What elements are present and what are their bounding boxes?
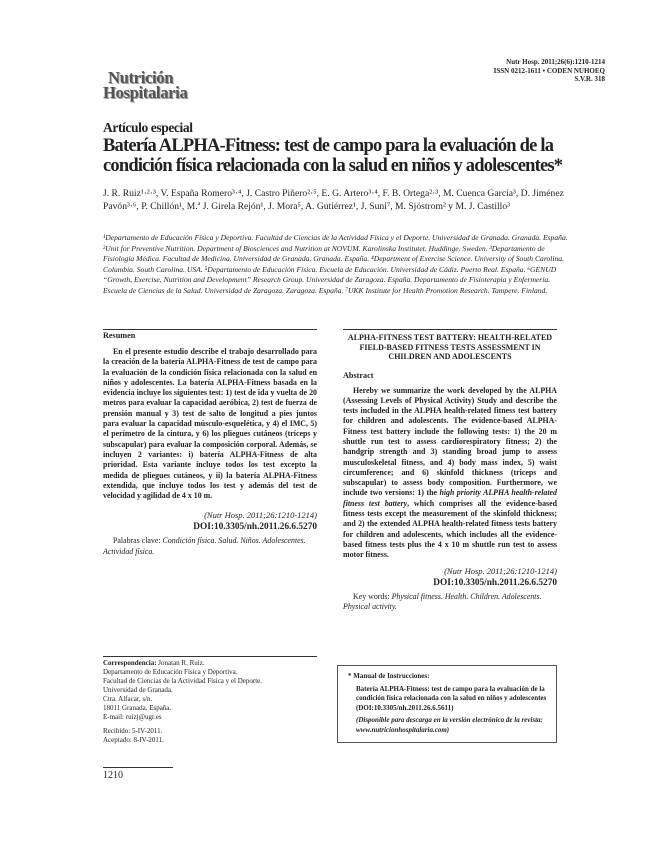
- manual-content: [348, 672, 548, 735]
- journal-issn: ISSN 0212-1611 • CODEN NUHOEQ: [493, 66, 605, 75]
- article-title: Batería ALPHA-Fitness: test de campo para la evaluación de la condición física relacionada con la salud en niños y adolescentes*: [103, 136, 563, 176]
- accepted-date: Aceptado: 8-IV-2011.: [103, 736, 164, 744]
- correspondence-header: [103, 659, 317, 668]
- resumen-keywords: [103, 536, 317, 557]
- resumen-keywords-label: Palabras clave:: [113, 536, 161, 546]
- author-list: J. R. Ruiz¹·²·³, V. España Romero³·⁴, J. Castro Piñero²·⁵, E. G. Artero³·⁴, F. B. Ortega²·³, M. Cuenca García³, D. Jiménez Pavón³·⁶, P. Chillón¹, M.ª J. Girela Rejón¹, J. Mora⁵, A. Gutiérrez¹, J. Suni⁷, M. Sjöstrom² y M. J. Castillo³: [103, 188, 564, 212]
- abstract-divider: [343, 329, 557, 330]
- resumen-doi: DOI:10.3305/nh.2011.26.6.5270: [193, 522, 317, 533]
- abstract-keywords-text: Physical fitness. Health. Children. Adolescents. Physical activity.: [343, 591, 542, 611]
- logo-line1: Nutrición: [108, 68, 174, 87]
- manual-heading: * Manual de Instrucciones:: [348, 672, 430, 680]
- resumen-heading: Resumen: [103, 331, 136, 340]
- resumen-section: [103, 331, 317, 557]
- affiliations: ¹Departamento de Educación Física y Deportiva. Facultad de Ciencias de la Actividad Física y el Deporte. Universidad de Granada. Granada. España. ²Unit for Preventive Nutrition. Department of Biosciences and Nutrition at NOVUM. Karolinska Institutet. Huddinge. Sweden. ³Departamento de Fisiología Médica. Facultad de Medicina. Universidad de Granada. Granada. España. ⁴Department of Exercise Science. University of South Carolina. Columbia. South Carolina. USA. ⁵Departamento de Educación Física. Escuela de Educación. Universidad de Cádiz. Puerto Real. España. ⁶GENUD “Growth, Exercise, Nutrition and Development” Research Group. Universidad de Zaragoza. España. Departamento de Fisioterapia y Enfermería. Escuela de Ciencias de la Salud. Universidad de Zaragoza. Zaragoza. España. ⁷UKK Institute for Health Promotion Research. Tampere. Finland.: [103, 233, 568, 295]
- abstract-doi: DOI:10.3305/nh.2011.26.6.5270: [433, 577, 557, 588]
- manual-note: (Disponible para descarga en la versión electrónica de la revista: www.nutricionhospitalaria.com): [356, 716, 543, 734]
- abstract-emphasis: high priority ALPHA health-related fitness test battery: [343, 488, 557, 508]
- correspondence-line: Universidad de Granada.: [103, 686, 173, 694]
- journal-reference: [445, 58, 605, 84]
- abstract-body: [343, 386, 557, 561]
- correspondence-line: Facultad de Ciencias de la Actividad Física y el Deporte.: [103, 677, 263, 685]
- received-date: Recibido: 5-IV-2011.: [103, 727, 163, 735]
- manual-box: [337, 665, 557, 743]
- correspondence-divider: [103, 656, 317, 657]
- resumen-cite: (Nutr Hosp. 2011;26:1210-1214): [204, 510, 317, 521]
- abstract-body-part1: Hereby we summarize the work developed by the ALPHA (Assessing Levels of Physical Activity) Study and describe the tests included in the ALPHA health-related fitness test battery for children and adolescents. The evidence-based ALPHA-Fitness test battery include the following tests: 1) the 20 m shuttle run test to assess cardiorespiratory fitness; 2) the handgrip strength and 3) standing broad jump to assess musculoskeletal fitness, and 4) body mass index, 5) waist circumference; and 6) skinfold thickness (triceps and subscapular) to assess body composition. Furthermore, we include two versions: 1) the: [343, 385, 557, 498]
- manual-text: Batería ALPHA-Fitness: test de campo para la evaluación de la condición física relacionada con la salud en niños y adolescentes (DOI:10.3305/nh.2011.26.6.5611): [356, 684, 547, 712]
- manual-label: Manual de Instrucciones:: [353, 672, 430, 680]
- abstract-title: ALPHA-FITNESS TEST BATTERY: HEALTH-RELATED FIELD-BASED FITNESS TESTS ASSESSMENT IN CHILDREN AND ADOLESCENTS: [347, 333, 553, 361]
- journal-svr: S.V.R. 318: [574, 75, 605, 83]
- page-number: 1210: [103, 770, 123, 781]
- correspondence-name: Jonatan R. Ruiz.: [158, 659, 205, 667]
- correspondence-block: [103, 659, 317, 745]
- correspondence-label: Correspondencia:: [103, 659, 157, 667]
- abstract-section: [343, 333, 557, 612]
- resumen-body: En el presente estudio describe el trabajo desarrollado para la creación de la batería ALPHA-Fitness de test de campo para la evaluación de la condición física relacionada con la salud en niños y adolescentes. La batería ALPHA-Fitness basada en la evidencia incluye los siguientes test: 1) test de ida y vuelta de 20 metros para evaluar la capacidad aeróbica, 2) test de fuerza de prensión manual y 3) test de salto de longitud a pies juntos para evaluar la capacidad músculo-esquelética, y 4) el IMC, 5) el perímetro de la cintura, y 6) los pliegues cutáneos (tríceps y subscapular) para evaluar la composición corporal. Además, se incluyen 2 variantes: i) batería ALPHA-Fitness de alta prioridad. Esta variante incluye todos los test excepto la medida de pliegues cutáneos, y ii) la batería ALPHA-Fitness extendida, que incluye todos los test y además del test de velocidad y agilidad de 4 x 10 m.: [103, 347, 317, 501]
- logo-line2: Hospitalaria: [103, 83, 188, 102]
- correspondence-line: Departamento de Educación Física y Deportiva.: [103, 668, 238, 676]
- journal-logo: [103, 70, 211, 108]
- resumen-keywords-text: Condición física. Salud. Niños. Adolescentes. Actividad física.: [103, 536, 306, 556]
- journal-citation: Nutr Hosp. 2011;26(6):1210-1214: [506, 58, 605, 66]
- correspondence-line: E-mail: ruizj@ugr.es: [103, 713, 162, 721]
- abstract-keywords-label: Key words:: [353, 591, 390, 601]
- abstract-keywords: [343, 592, 557, 613]
- section-label: Artículo especial: [103, 120, 193, 135]
- abstract-heading: Abstract: [343, 370, 374, 380]
- abstract-cite: (Nutr Hosp. 2011;26:1210-1214): [444, 565, 557, 576]
- correspondence-line: 18011 Granada. España.: [103, 704, 172, 712]
- resumen-divider: [103, 329, 317, 330]
- correspondence-line: Ctra. Alfacar, s/n.: [103, 695, 153, 703]
- footer-divider: [103, 767, 173, 768]
- abstract-body-part2: , which comprises all the evidence-based fitness tests except the measurement of the skinfold thickness; and 2) the extended ALPHA health-related fitness tests battery for children and adolescents, which includes all the evidence-based fitness tests plus the 4 x 10 m shuttle run test to assess motor fitness.: [343, 498, 557, 560]
